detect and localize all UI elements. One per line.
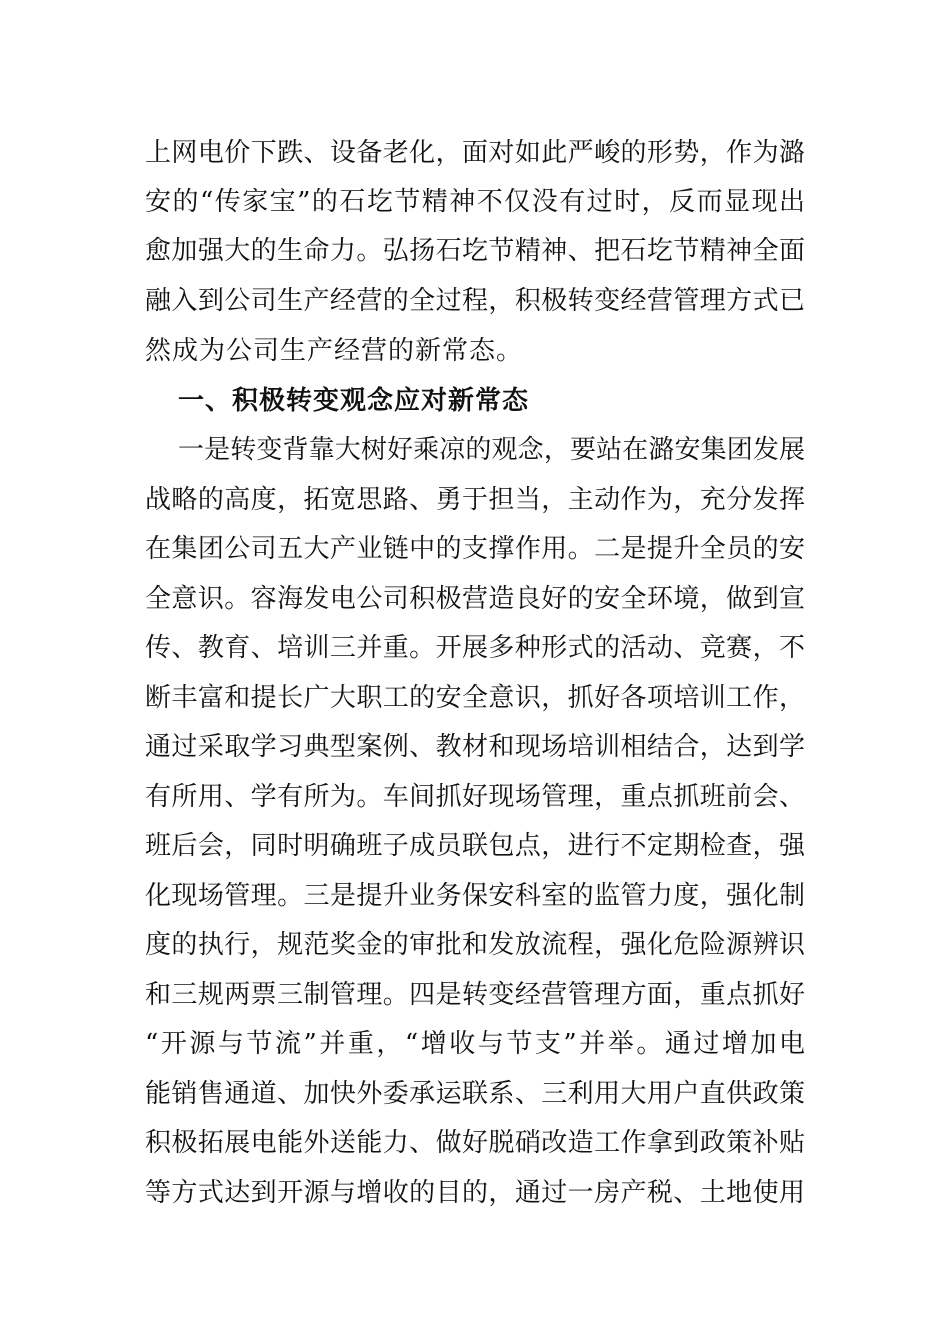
paragraph-1-line-5: 然成为公司生产经营的新常态。 <box>145 336 524 366</box>
paragraph-2-line-6: 断丰富和提长广大职工的安全意识，抓好各项培训工作， <box>145 683 805 713</box>
paragraph-2-line-8: 有所用、学有所为。车间抓好现场管理，重点抓班前会、 <box>145 782 805 812</box>
paragraph-2-line-7: 通过采取学习典型案例、教材和现场培训相结合，达到学 <box>145 732 805 762</box>
paragraph-2-line-10: 化现场管理。三是提升业务保安科室的监管力度，强化制 <box>145 881 805 911</box>
paragraph-2-line-9: 班后会，同时明确班子成员联包点，进行不定期检查，强 <box>145 831 805 861</box>
paragraph-2-line-5: 传、教育、培训三并重。开展多种形式的活动、竞赛，不 <box>145 633 805 663</box>
paragraph-1-line-3: 愈加强大的生命力。弘扬石圪节精神、把石圪节精神全面 <box>145 236 805 266</box>
paragraph-1-line-1: 上网电价下跌、设备老化，面对如此严峻的形势，作为潞 <box>145 138 805 168</box>
paragraph-2-line-12: 和三规两票三制管理。四是转变经营管理方面，重点抓好 <box>145 980 805 1010</box>
paragraph-2-line-14: 能销售通道、加快外委承运联系、三利用大用户直供政策 <box>145 1079 805 1109</box>
paragraph-2-line-3: 在集团公司五大产业链中的支撑作用。二是提升全员的安 <box>145 534 805 564</box>
section-heading: 一、积极转变观念应对新常态 <box>178 386 530 416</box>
paragraph-1-line-4: 融入到公司生产经营的全过程，积极转变经营管理方式已 <box>145 286 805 316</box>
paragraph-2-line-4: 全意识。容海发电公司积极营造良好的安全环境，做到宣 <box>145 584 805 614</box>
paragraph-1-line-2: 安的“传家宝”的石圪节精神不仅没有过时，反而显现出 <box>145 187 805 217</box>
paragraph-2-line-1: 一是转变背靠大树好乘凉的观念，要站在潞安集团发展 <box>178 435 805 465</box>
paragraph-2-line-16: 等方式达到开源与增收的目的，通过一房产税、土地使用 <box>145 1178 805 1208</box>
paragraph-2-line-2: 战略的高度，拓宽思路、勇于担当，主动作为，充分发挥 <box>145 485 805 515</box>
paragraph-2-line-11: 度的执行，规范奖金的审批和发放流程，强化危险源辨识 <box>145 930 805 960</box>
paragraph-2-line-13: “开源与节流”并重，“增收与节支”并举。通过增加电 <box>145 1029 805 1059</box>
paragraph-2-line-15: 积极拓展电能外送能力、做好脱硝改造工作拿到政策补贴 <box>145 1128 805 1158</box>
